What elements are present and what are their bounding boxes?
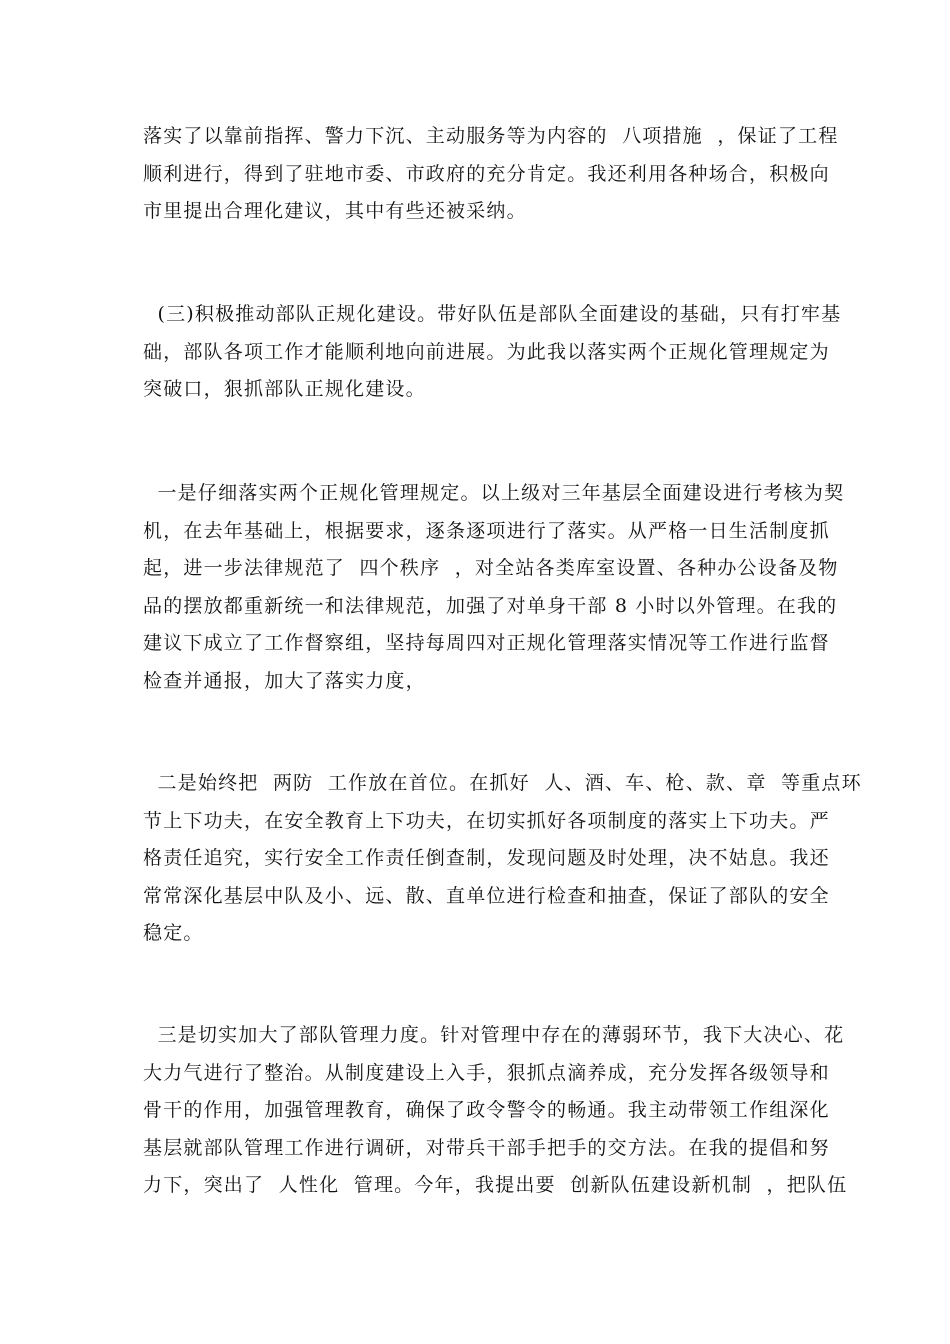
text-line: 常常深化基层中队及小、远、散、直单位进行检查和抽查，保证了部队的安全 <box>143 884 830 907</box>
text-line: 骨干的作用，加强管理教育，确保了政令警令的畅通。我主动带领工作组深化 <box>143 1099 830 1121</box>
paragraph-engineering-measures <box>143 118 839 231</box>
text-line: 品的摆放都重新统一和法律规范，加强了对单身干部 8 小时以外管理。在我的 <box>143 594 838 617</box>
text-line: 格责任追究，实行安全工作责任倒查制，发现问题及时处理，决不姑息。我还 <box>143 847 830 869</box>
text-line: 大力气进行了整治。从制度建设上入手，狠抓点滴养成，充分发挥各级领导和 <box>143 1061 830 1084</box>
text-line: 起，进一步法律规范了 四个秩序 ，对全站各类库室设置、各种办公设备及物 <box>143 557 839 579</box>
text-line: 突破口，狠抓部队正规化建设。 <box>143 378 426 400</box>
text-line: 顺利进行，得到了驻地市委、市政府的充分肯定。我还利用各种场合，积极向 <box>143 162 830 185</box>
text-line: 基层就部队管理工作进行调研，对带兵干部手把手的交方法。在我的提倡和努 <box>143 1136 830 1159</box>
paragraph-point-two <box>143 765 862 953</box>
text-line: (三)积极推动部队正规化建设。带好队伍是部队全面建设的基础，只有打牢基 <box>143 303 842 325</box>
text-line: 力下，突出了 人性化 管理。今年，我提出要 创新队伍建设新机制 ，把队伍 <box>143 1174 848 1196</box>
paragraph-point-three <box>143 1017 848 1205</box>
paragraph-section-three <box>143 296 842 409</box>
text-line: 节上下功夫，在安全教育上下功夫，在切实抓好各项制度的落实上下功夫。严 <box>143 809 830 832</box>
text-line: 础，部队各项工作才能顺利地向前进展。为此我以落实两个正规化管理规定为 <box>143 340 830 363</box>
text-line: 稳定。 <box>143 922 204 944</box>
text-line: 一是仔细落实两个正规化管理规定。以上级对三年基层全面建设进行考核为契 <box>143 482 845 504</box>
text-line: 二是始终把 两防 工作放在首位。在抓好 人、酒、车、枪、款、章 等重点环 <box>143 772 862 794</box>
paragraph-point-one <box>143 475 845 700</box>
text-line: 市里提出合理化建议，其中有些还被采纳。 <box>143 200 527 222</box>
text-line: 机，在去年基础上，根据要求，逐条逐项进行了落实。从严格一日生活制度抓 <box>143 519 830 542</box>
text-line: 建议下成立了工作督察组，坚持每周四对正规化管理落实情况等工作进行监督 <box>143 632 830 654</box>
text-line: 三是切实加大了部队管理力度。针对管理中存在的薄弱环节，我下大决心、花 <box>143 1024 845 1046</box>
text-line: 落实了以靠前指挥、警力下沉、主动服务等为内容的 八项措施 ，保证了工程 <box>143 125 839 147</box>
text-line: 检查并通报，加大了落实力度， <box>143 669 426 692</box>
